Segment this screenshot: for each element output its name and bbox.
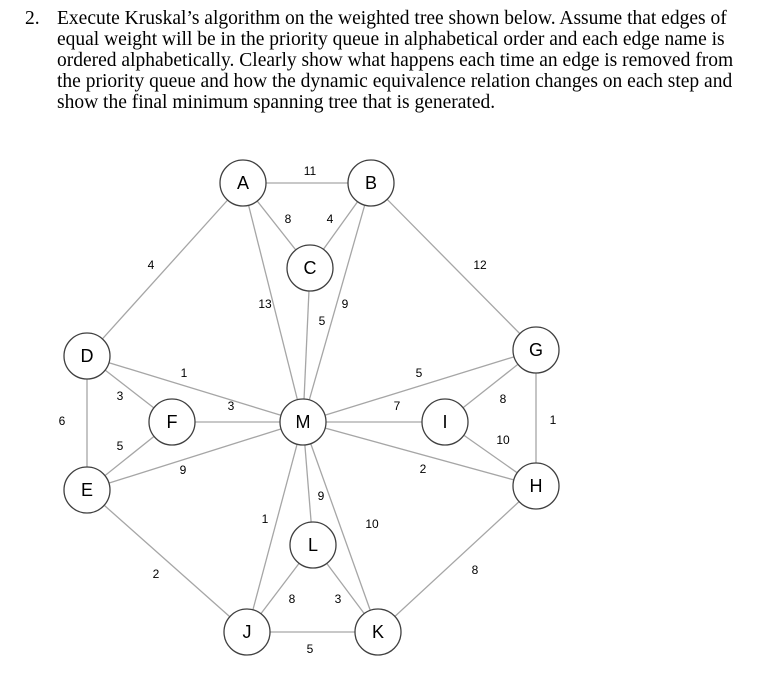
node-h bbox=[513, 463, 559, 509]
node-d bbox=[64, 333, 110, 379]
edge-weight-c-m: 5 bbox=[318, 314, 326, 329]
node-label-f: F bbox=[166, 411, 178, 432]
problem-line-3: ordered alphabetically. Clearly show what happens each time an edge is removed from bbox=[57, 50, 734, 71]
edge-weight-d-e: 6 bbox=[58, 414, 66, 429]
edge-weight-f-m: 3 bbox=[227, 399, 235, 414]
edge-weight-a-b: 11 bbox=[303, 164, 317, 179]
edge-weight-e-f: 5 bbox=[116, 439, 124, 454]
node-label-g: G bbox=[528, 339, 544, 360]
edge-weight-b-c: 4 bbox=[326, 212, 334, 227]
edge-weight-l-k: 3 bbox=[334, 592, 342, 607]
node-m bbox=[280, 399, 326, 445]
edge-weight-h-k: 8 bbox=[471, 563, 479, 578]
edge-weight-m-l: 9 bbox=[317, 489, 325, 504]
edge-a-m bbox=[243, 183, 303, 422]
edge-weight-b-g: 12 bbox=[473, 258, 487, 273]
node-label-c: C bbox=[303, 257, 317, 278]
edge-h-k bbox=[378, 486, 536, 632]
edge-weight-a-m: 13 bbox=[258, 297, 272, 312]
node-j bbox=[224, 609, 270, 655]
edge-weight-m-j: 1 bbox=[261, 512, 269, 527]
edge-weight-m-i: 7 bbox=[393, 399, 401, 414]
edge-weight-l-j: 8 bbox=[288, 592, 296, 607]
node-label-e: E bbox=[80, 479, 94, 500]
edge-a-d bbox=[87, 183, 243, 356]
edge-e-j bbox=[87, 490, 247, 632]
problem-line-1: Execute Kruskal’s algorithm on the weighted tree shown below. Assume that edges of bbox=[57, 8, 727, 29]
node-label-i: I bbox=[442, 411, 448, 432]
edge-g-m bbox=[303, 350, 536, 422]
node-l bbox=[290, 522, 336, 568]
problem-line-4: the priority queue and how the dynamic equivalence relation changes on each step and bbox=[57, 71, 733, 92]
node-layer bbox=[64, 160, 559, 655]
edge-weight-i-h: 10 bbox=[496, 433, 510, 448]
node-b bbox=[348, 160, 394, 206]
node-label-j: J bbox=[242, 621, 252, 642]
node-f bbox=[149, 399, 195, 445]
problem-line-5: show the final minimum spanning tree that is generated. bbox=[57, 92, 496, 113]
edge-weight-j-k: 5 bbox=[306, 642, 314, 657]
node-label-l: L bbox=[307, 534, 319, 555]
edge-weight-g-i: 8 bbox=[499, 392, 507, 407]
node-label-h: H bbox=[529, 475, 543, 496]
edge-weight-a-d: 4 bbox=[147, 258, 155, 273]
edge-weight-d-f: 3 bbox=[116, 389, 124, 404]
edge-weight-m-h: 2 bbox=[419, 462, 427, 477]
edge-weight-b-m: 9 bbox=[341, 297, 349, 312]
edge-weight-e-j: 2 bbox=[152, 567, 160, 582]
edge-weight-d-m: 1 bbox=[180, 366, 188, 381]
node-label-b: B bbox=[364, 172, 378, 193]
edge-weight-m-k: 10 bbox=[365, 517, 379, 532]
edge-weight-g-h: 1 bbox=[549, 413, 557, 428]
edge-b-g bbox=[371, 183, 536, 350]
edge-b-m bbox=[303, 183, 371, 422]
problem-number: 2. bbox=[25, 8, 40, 29]
node-i bbox=[422, 399, 468, 445]
node-label-k: K bbox=[371, 621, 385, 642]
node-label-d: D bbox=[80, 345, 94, 366]
node-label-m: M bbox=[295, 411, 311, 432]
node-c bbox=[287, 245, 333, 291]
edge-weight-e-m: 9 bbox=[179, 463, 187, 478]
edge-m-h bbox=[303, 422, 536, 486]
node-e bbox=[64, 467, 110, 513]
node-a bbox=[220, 160, 266, 206]
edge-e-m bbox=[87, 422, 303, 490]
node-g bbox=[513, 327, 559, 373]
edge-weight-a-c: 8 bbox=[284, 212, 292, 227]
problem-line-2: equal weight will be in the priority queue in alphabetical order and each edge name is bbox=[57, 29, 725, 50]
edge-weight-g-m: 5 bbox=[415, 366, 423, 381]
node-k bbox=[355, 609, 401, 655]
node-label-a: A bbox=[236, 172, 250, 193]
